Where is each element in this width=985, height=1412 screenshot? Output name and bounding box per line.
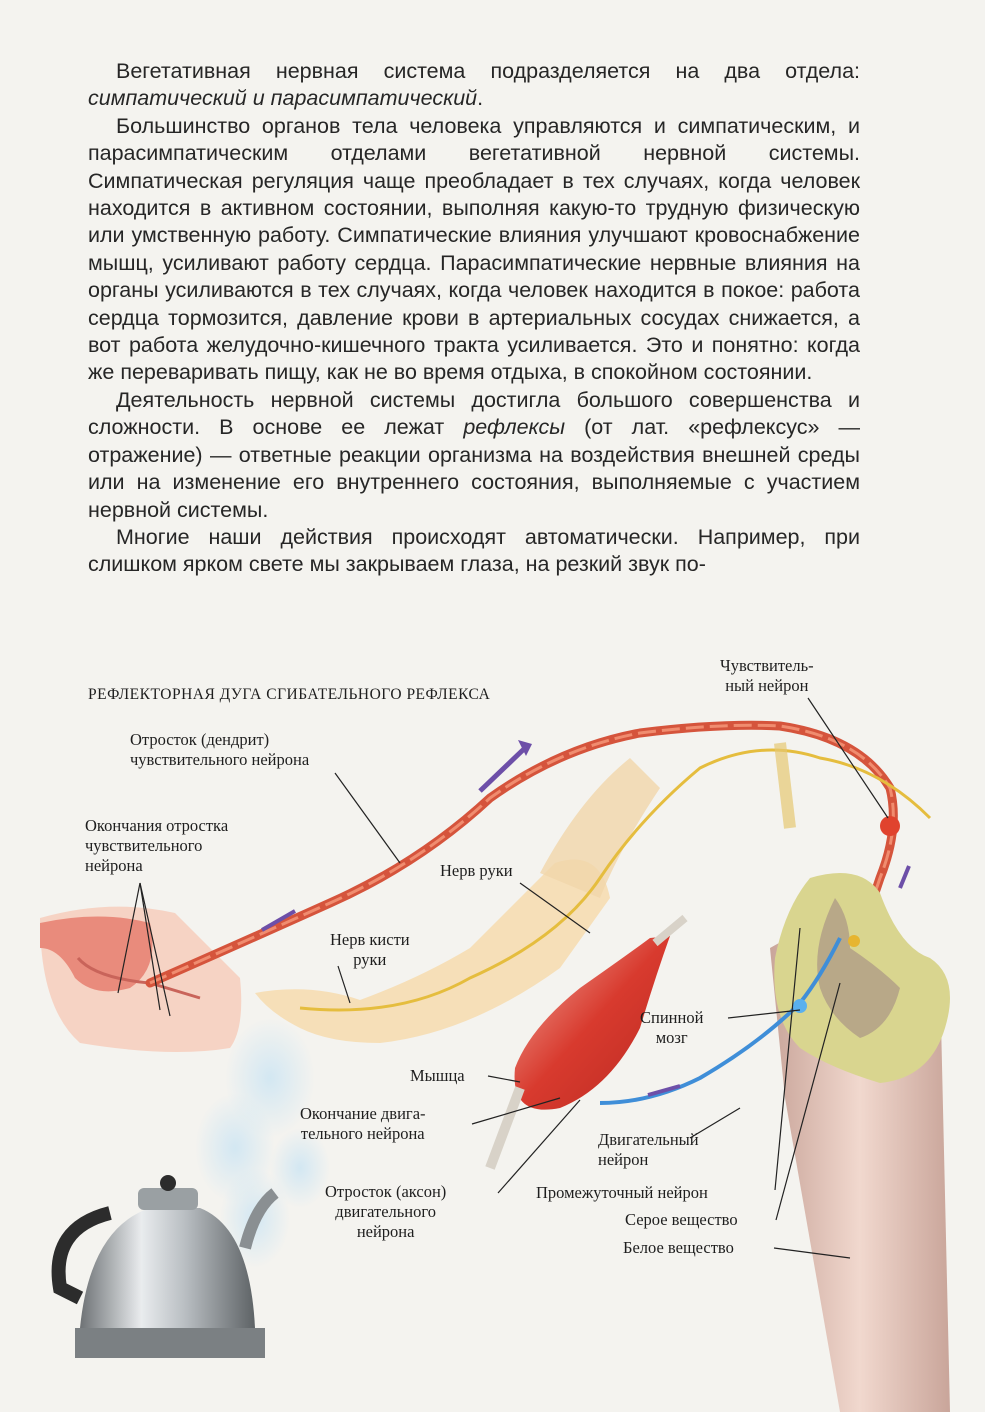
label-motor-axon: Отросток (аксон) двигательного нейрона	[325, 1182, 447, 1241]
p3-end: (от лат. «рефлексус» — отражение) — ответные реакции организма на воздействия внешней среды или на изменение его внутреннего состояния, выполняемые с участием нервной системы.	[88, 415, 860, 522]
label-motor-neuron: Двигательный нейрон	[598, 1130, 699, 1169]
body-text	[88, 58, 860, 579]
label-sensory-endings: Окончания отростка чувствительного нейрона	[85, 816, 229, 875]
paragraph-2: Большинство органов тела человека управляются и симпатическим, и парасимпатическим отделами вегетативной нервной системы. Симпатическая регуляция чаще преобладает в тех случаях, когда человек находится в активном состоянии, выполняя какую-то трудную физическую или умственную работу. Симпатические влияния улучшают кровоснабжение мышц, усиливают работу сердца. Парасимпатические нервные влияния на органы усиливаются в тех случаях, когда человек находится в покое: работа сердца тормозится, давление крови в артериальных сосудах снижается, а вот работа желудочно-кишечного тракта усиливается. Это и понятно: когда же переваривать пищу, как не во время отдыха, в спокойном состоянии.	[88, 113, 860, 385]
paragraph-3	[88, 387, 860, 524]
p3-italic-term: рефлексы	[463, 415, 566, 440]
label-muscle: Мышца	[410, 1066, 465, 1085]
p1-italic-terms: симпатический и парасимпатический	[88, 86, 478, 111]
label-white-matter: Белое вещество	[623, 1238, 734, 1257]
label-sensory-neuron: Чувствитель- ный нейрон	[720, 656, 814, 695]
label-interneuron: Промежуточный нейрон	[536, 1183, 708, 1202]
label-spinal-cord: Спинной мозг	[640, 1008, 704, 1047]
p1-end: .	[477, 86, 484, 111]
label-dendrite: Отросток (дендрит) чувствительного нейрона	[130, 730, 310, 769]
label-hand-nerve: Нерв кисти руки	[330, 930, 410, 969]
reflex-arc-figure	[0, 648, 985, 1412]
p1-text: Вегетативная нервная система подразделяется на два отдела:	[116, 59, 860, 83]
figure-title: РЕФЛЕКТОРНАЯ ДУГА СГИБАТЕЛЬНОГО РЕФЛЕКСА	[88, 686, 491, 703]
label-grey-matter: Серое вещество	[625, 1210, 738, 1229]
paragraph-1	[88, 58, 860, 113]
paragraph-4: Многие наши действия происходят автоматически. Например, при слишком ярком свете мы закрываем глаза, на резкий звук по-	[88, 524, 860, 577]
label-motor-ending: Окончание двига- тельного нейрона	[300, 1104, 426, 1143]
label-arm-nerve: Нерв руки	[440, 861, 513, 880]
p3-text: Деятельность нервной системы достигла большого совершенства и сложности. В основе ее лежат	[88, 387, 860, 440]
skin-section	[40, 907, 241, 1052]
